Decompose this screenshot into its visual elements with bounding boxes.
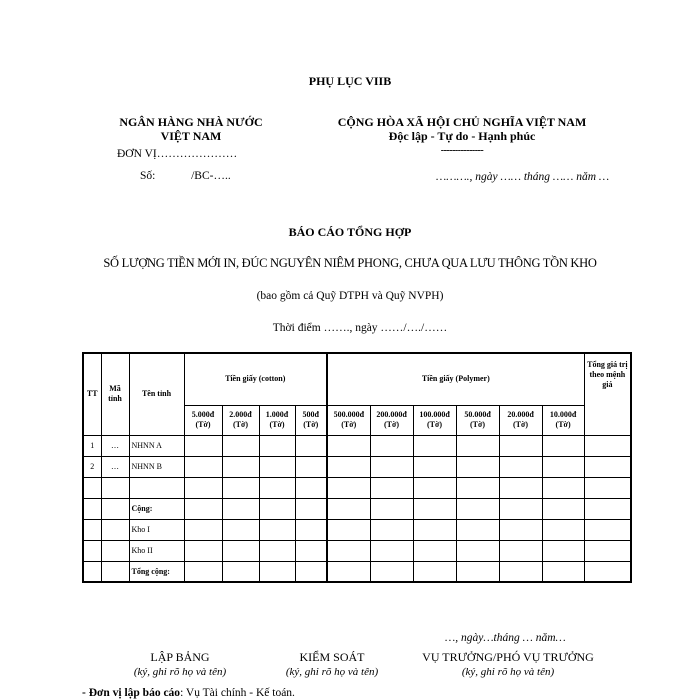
row-value-cell <box>499 561 542 582</box>
row-value-cell <box>222 477 259 498</box>
director-title: VỤ TRƯỞNG/PHÓ VỤ TRƯỞNG <box>422 650 594 664</box>
row-province-code <box>101 540 129 561</box>
col-tt: TT <box>83 353 101 435</box>
row-value-cell <box>295 435 327 456</box>
footnote-label: - Đơn vị lập báo cáo <box>82 687 181 699</box>
row-value-cell <box>456 540 499 561</box>
denomination-value: 10.000đ <box>549 410 577 419</box>
report-table <box>82 352 632 583</box>
row-value-cell <box>413 540 456 561</box>
row-value-cell <box>584 540 631 561</box>
row-province-code <box>101 519 129 540</box>
row-value-cell <box>499 456 542 477</box>
denomination-value: 500đ <box>302 410 319 419</box>
row-value-cell <box>370 540 413 561</box>
denomination-unit: (Tờ) <box>384 420 400 429</box>
row-value-cell <box>584 498 631 519</box>
row-value-cell <box>542 435 584 456</box>
row-value-cell <box>413 561 456 582</box>
row-tt <box>83 477 101 498</box>
row-value-cell <box>370 498 413 519</box>
row-value-cell <box>259 435 295 456</box>
row-value-cell <box>499 540 542 561</box>
row-value-cell <box>184 519 222 540</box>
denomination-header <box>499 405 542 435</box>
row-value-cell <box>295 519 327 540</box>
row-value-cell <box>222 561 259 582</box>
row-value-cell <box>295 477 327 498</box>
denomination-value: 20.000đ <box>507 410 534 419</box>
row-value-cell <box>542 498 584 519</box>
row-province-name: Kho II <box>129 540 184 561</box>
report-note: (bao gồm cả Quỹ DTPH và Quỹ NVPH) <box>256 290 444 302</box>
row-value-cell <box>222 435 259 456</box>
row-value-cell <box>584 477 631 498</box>
row-value-cell <box>222 498 259 519</box>
denomination-value: 100.000đ <box>419 410 450 419</box>
denomination-header <box>456 405 499 435</box>
row-value-cell <box>259 561 295 582</box>
row-value-cell <box>295 456 327 477</box>
signature-date: …, ngày…tháng … năm… <box>445 632 566 644</box>
row-value-cell <box>370 561 413 582</box>
row-tt <box>83 519 101 540</box>
report-subtitle: SỐ LƯỢNG TIỀN MỚI IN, ĐÚC NGUYÊN NIÊM PHONG, CHƯA QUA LƯU THÔNG TỒN KHO <box>103 256 597 270</box>
row-value-cell <box>259 498 295 519</box>
report-title: BÁO CÁO TỔNG HỢP <box>288 225 412 239</box>
row-value-cell <box>327 561 370 582</box>
row-value-cell <box>584 519 631 540</box>
col-total-value: Tổng giá trị theo mệnh giá <box>584 353 631 435</box>
row-value-cell <box>259 519 295 540</box>
appendix-title: PHỤ LỤC VIIB <box>308 74 392 88</box>
row-value-cell <box>184 561 222 582</box>
row-tt: 2 <box>83 456 101 477</box>
number-value: /BC-….. <box>191 170 231 182</box>
row-value-cell <box>370 477 413 498</box>
row-value-cell <box>584 456 631 477</box>
row-value-cell <box>413 435 456 456</box>
denomination-unit: (Tờ) <box>341 420 357 429</box>
row-province-code <box>101 498 129 519</box>
row-province-code: … <box>101 435 129 456</box>
table-row <box>83 498 631 519</box>
document-number <box>140 170 231 182</box>
table-row <box>83 435 631 456</box>
row-value-cell <box>542 477 584 498</box>
row-value-cell <box>327 435 370 456</box>
row-value-cell <box>327 540 370 561</box>
national-header <box>312 115 612 143</box>
row-value-cell <box>259 456 295 477</box>
controller-title: KIỂM SOÁT <box>299 650 365 664</box>
row-province-name: Kho I <box>129 519 184 540</box>
row-value-cell <box>542 456 584 477</box>
denomination-unit: (Tờ) <box>195 420 211 429</box>
row-value-cell <box>295 498 327 519</box>
row-province-code <box>101 477 129 498</box>
row-value-cell <box>413 519 456 540</box>
row-province-name <box>129 477 184 498</box>
row-value-cell <box>222 540 259 561</box>
footnote-value: : Vụ Tài chính - Kế toán. <box>180 687 295 699</box>
table-row <box>83 477 631 498</box>
table-header-row-1 <box>83 353 631 405</box>
row-value-cell <box>184 540 222 561</box>
row-value-cell <box>499 477 542 498</box>
denomination-header <box>222 405 259 435</box>
row-value-cell <box>370 519 413 540</box>
preparer-title: LẬP BẢNG <box>150 650 210 664</box>
denomination-value: 1.000đ <box>265 410 289 419</box>
row-tt <box>83 540 101 561</box>
row-value-cell <box>456 456 499 477</box>
denomination-unit: (Tờ) <box>232 420 249 429</box>
director-note: (ký, ghi rõ họ và tên) <box>461 666 555 678</box>
row-value-cell <box>327 456 370 477</box>
denomination-header <box>327 405 370 435</box>
denomination-unit: (Tờ) <box>427 420 443 429</box>
row-value-cell <box>184 498 222 519</box>
row-value-cell <box>222 456 259 477</box>
row-value-cell <box>259 540 295 561</box>
denomination-header <box>259 405 295 435</box>
denomination-value: 200.000đ <box>376 410 407 419</box>
number-label: Số: <box>140 170 156 182</box>
row-value-cell <box>499 519 542 540</box>
row-value-cell <box>222 519 259 540</box>
row-value-cell <box>542 561 584 582</box>
row-value-cell <box>370 456 413 477</box>
row-value-cell <box>542 519 584 540</box>
agency-line-1: NGÂN HÀNG NHÀ NƯỚC <box>119 115 263 129</box>
denomination-value: 2.000đ <box>229 410 252 419</box>
denomination-header <box>370 405 413 435</box>
motto-rule: --------------- <box>440 145 484 156</box>
motto: Độc lập - Tự do - Hạnh phúc <box>388 129 536 143</box>
denomination-unit: (Tờ) <box>303 420 319 429</box>
place-date-line: ………., ngày …… tháng …… năm … <box>436 171 610 183</box>
denomination-header <box>542 405 584 435</box>
row-value-cell <box>184 435 222 456</box>
row-value-cell <box>584 561 631 582</box>
row-tt <box>83 498 101 519</box>
row-province-name: NHNN B <box>129 456 184 477</box>
row-value-cell <box>327 519 370 540</box>
col-province-code: Mã tỉnh <box>101 353 129 435</box>
col-province-name: Tên tỉnh <box>129 353 184 435</box>
table-row <box>83 561 631 582</box>
denomination-header <box>413 405 456 435</box>
row-value-cell <box>327 477 370 498</box>
table-row <box>83 540 631 561</box>
row-value-cell <box>413 498 456 519</box>
row-province-name: Cộng: <box>129 498 184 519</box>
group-cotton: Tiền giấy (cotton) <box>184 353 327 405</box>
denomination-unit: (Tờ) <box>269 420 285 429</box>
row-province-name: NHNN A <box>129 435 184 456</box>
unit-field: ĐƠN VỊ………………… <box>117 148 238 160</box>
denomination-value: 50.000đ <box>464 410 491 419</box>
agency-name <box>96 115 286 143</box>
row-value-cell <box>184 477 222 498</box>
group-polymer: Tiền giấy (Polymer) <box>327 353 584 405</box>
row-value-cell <box>413 477 456 498</box>
row-tt <box>83 561 101 582</box>
row-value-cell <box>456 519 499 540</box>
row-value-cell <box>542 540 584 561</box>
row-tt: 1 <box>83 435 101 456</box>
row-province-name: Tổng cộng: <box>129 561 184 582</box>
row-value-cell <box>456 498 499 519</box>
preparer-note: (ký, ghi rõ họ và tên) <box>133 666 227 678</box>
agency-line-2: VIỆT NAM <box>160 129 222 143</box>
row-province-code: … <box>101 456 129 477</box>
controller-note: (ký, ghi rõ họ và tên) <box>285 666 379 678</box>
row-value-cell <box>295 561 327 582</box>
row-value-cell <box>413 456 456 477</box>
row-value-cell <box>584 435 631 456</box>
denomination-header <box>184 405 222 435</box>
row-province-code <box>101 561 129 582</box>
row-value-cell <box>259 477 295 498</box>
row-value-cell <box>499 498 542 519</box>
table-body <box>83 435 631 582</box>
denomination-value: 5.000đ <box>191 410 215 419</box>
denomination-unit: (Tờ) <box>470 420 486 429</box>
republic-name: CỘNG HÒA XÃ HỘI CHỦ NGHĨA VIỆT NAM <box>337 115 587 129</box>
denomination-unit: (Tờ) <box>513 420 529 429</box>
row-value-cell <box>456 477 499 498</box>
row-value-cell <box>499 435 542 456</box>
table-row <box>83 519 631 540</box>
row-value-cell <box>370 435 413 456</box>
report-time: Thời điểm ……., ngày ……/…./…… <box>272 322 448 334</box>
row-value-cell <box>456 561 499 582</box>
footnote <box>82 687 295 699</box>
row-value-cell <box>295 540 327 561</box>
row-value-cell <box>184 456 222 477</box>
row-value-cell <box>456 435 499 456</box>
denomination-unit: (Tờ) <box>555 420 571 429</box>
denomination-value: 500.000đ <box>333 410 365 419</box>
table-row <box>83 456 631 477</box>
denomination-header <box>295 405 327 435</box>
row-value-cell <box>327 498 370 519</box>
